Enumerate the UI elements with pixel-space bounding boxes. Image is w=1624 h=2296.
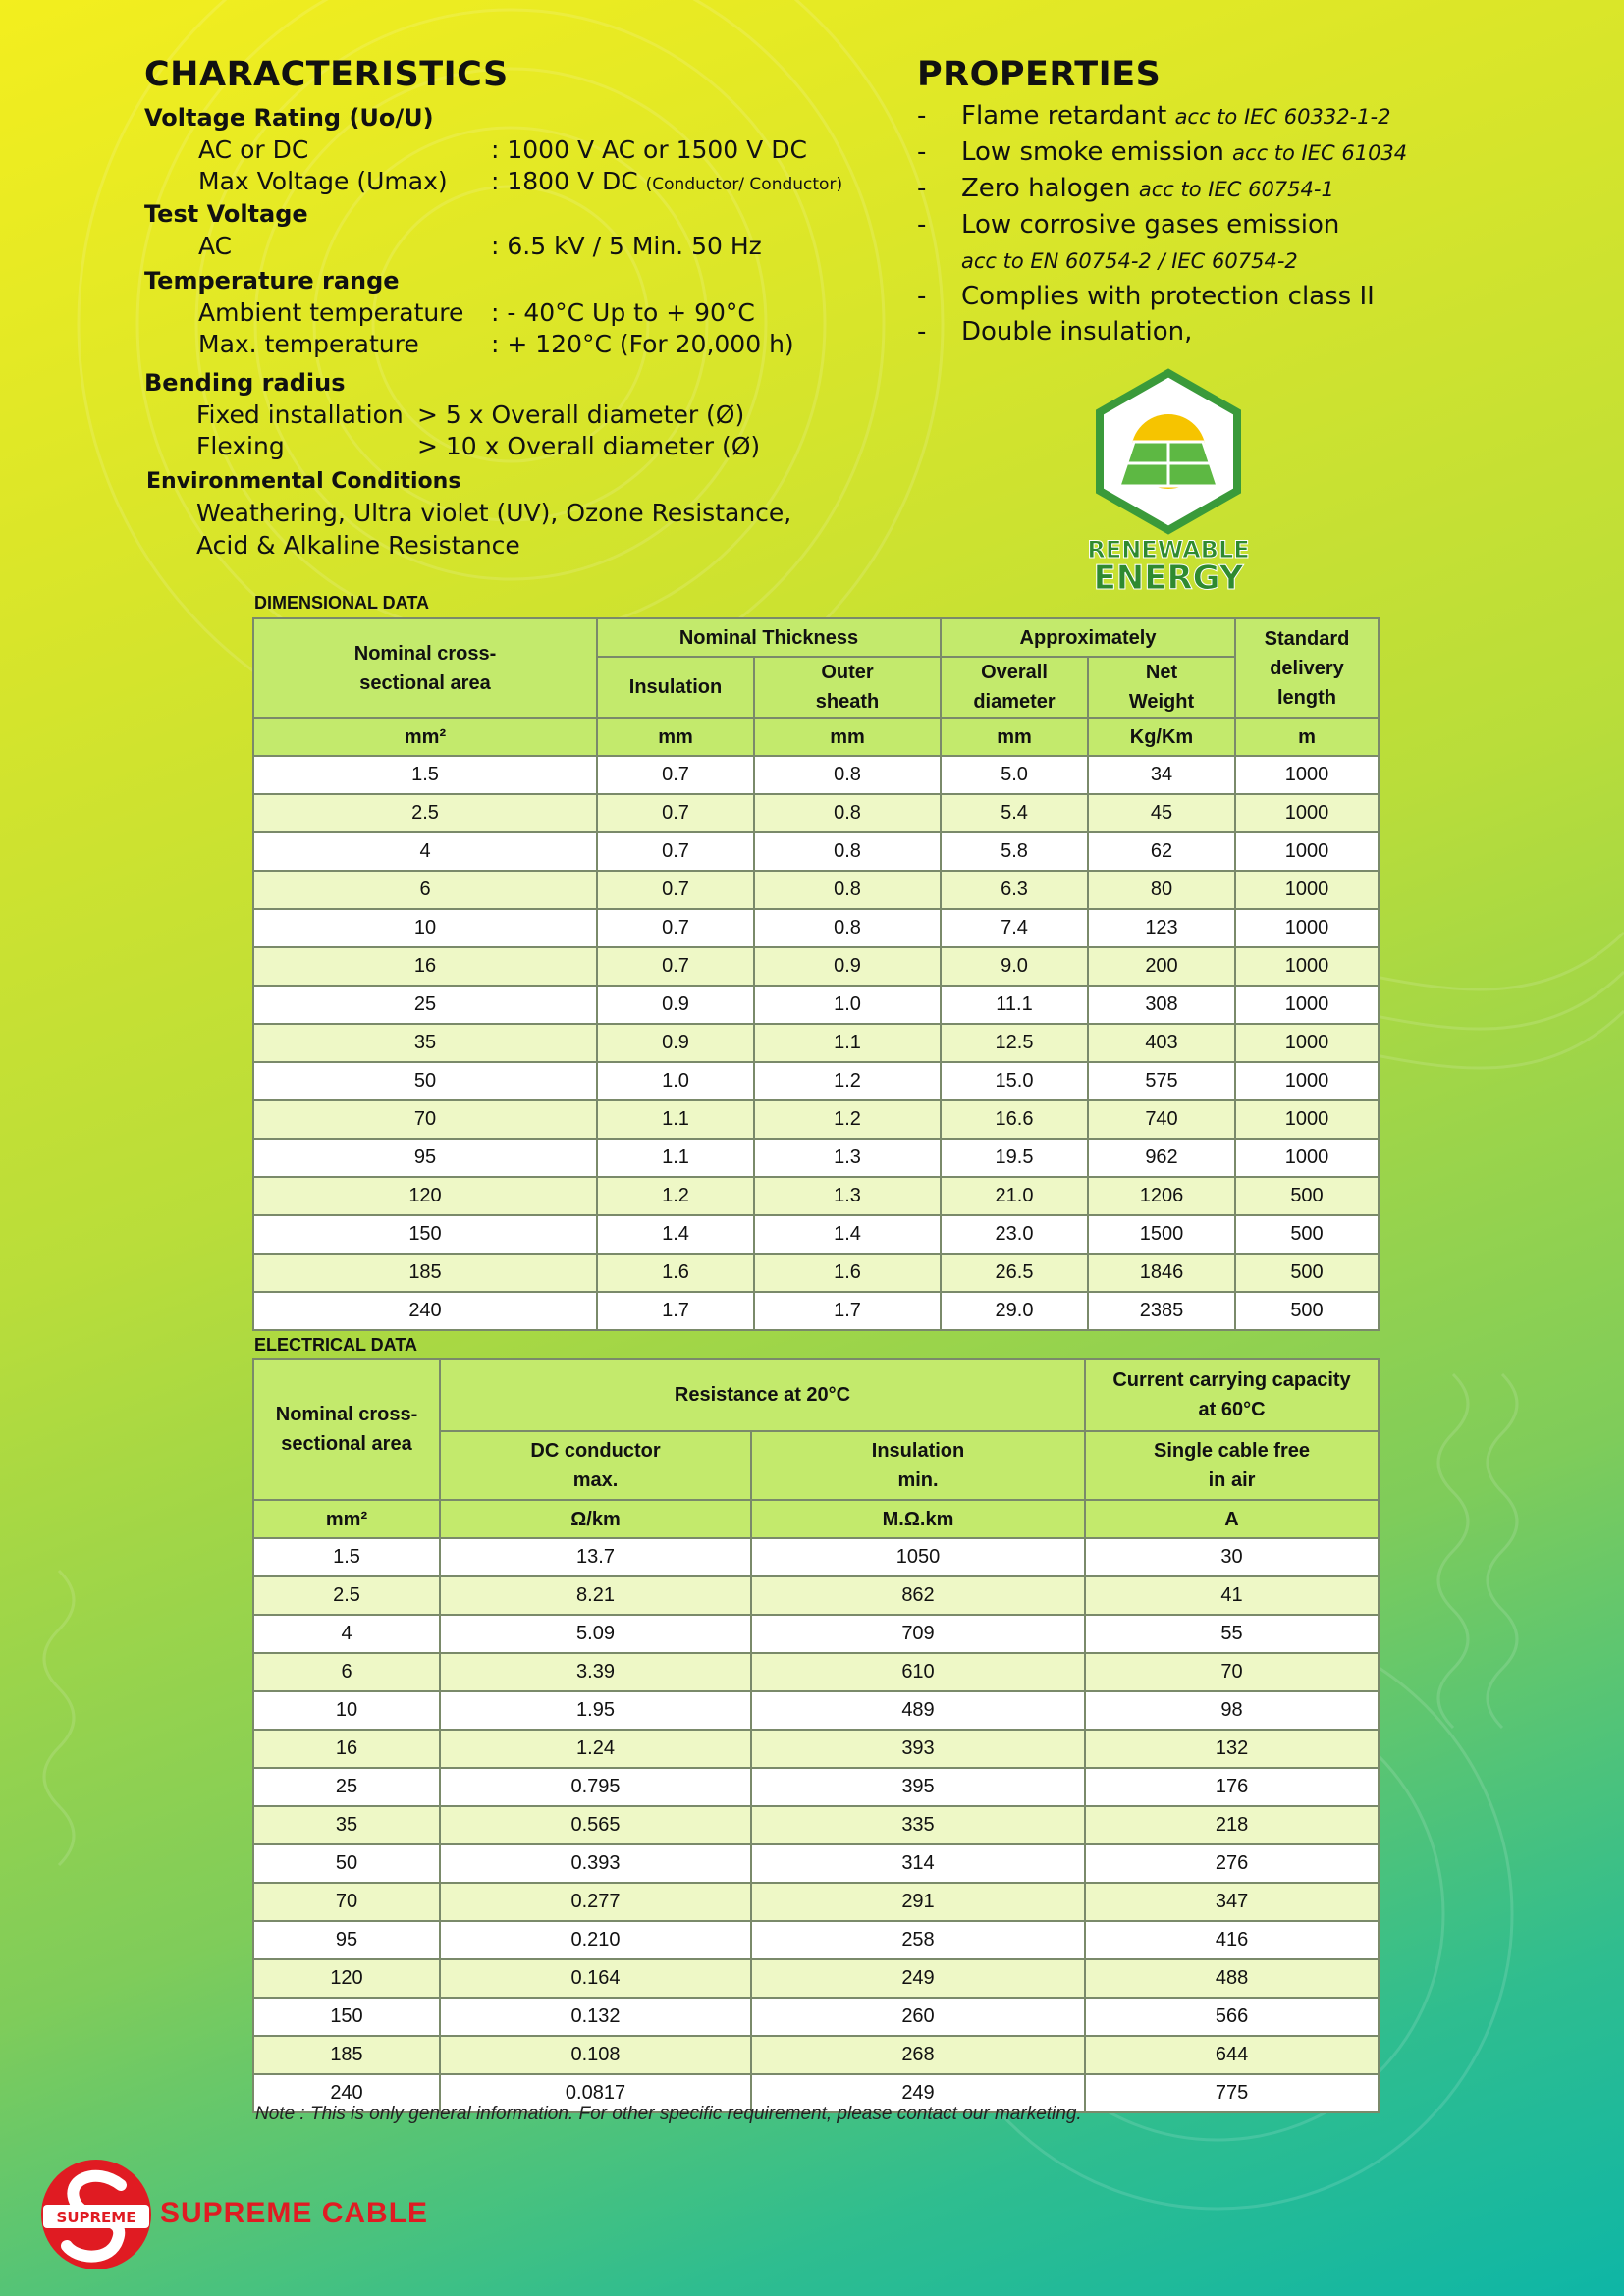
properties-title: PROPERTIES	[917, 55, 1162, 94]
electrical-row	[253, 1653, 1379, 1691]
table-cell: 0.393	[440, 1844, 751, 1883]
table-cell: 1000	[1235, 871, 1379, 909]
elec-header-single: Single cable free in air	[1085, 1431, 1379, 1500]
table-cell: 0.164	[440, 1959, 751, 1998]
electrical-row	[253, 2036, 1379, 2074]
table-cell: 98	[1085, 1691, 1379, 1730]
table-cell: 314	[751, 1844, 1085, 1883]
property-item: - Complies with protection class II	[917, 282, 1375, 311]
table-cell: 29.0	[941, 1292, 1088, 1330]
flexing-value: > 10 x Overall diameter (Ø)	[417, 432, 761, 460]
table-cell: 218	[1085, 1806, 1379, 1844]
elec-header-insulation: Insulation min.	[751, 1431, 1085, 1500]
table-cell: 185	[253, 1254, 597, 1292]
table-cell: 644	[1085, 2036, 1379, 2074]
table-cell: 12.5	[941, 1024, 1088, 1062]
table-cell: 150	[253, 1215, 597, 1254]
table-cell: 1.0	[754, 986, 941, 1024]
table-cell: 35	[253, 1024, 597, 1062]
dimensional-row	[253, 794, 1379, 832]
table-cell: 16	[253, 1730, 440, 1768]
badge-line-1: RENEWABLE	[1087, 536, 1250, 563]
table-cell: 0.795	[440, 1768, 751, 1806]
table-cell: 132	[1085, 1730, 1379, 1768]
table-cell: 50	[253, 1844, 440, 1883]
table-cell: 41	[1085, 1576, 1379, 1615]
table-cell: 0.8	[754, 794, 941, 832]
table-cell: 1.7	[597, 1292, 754, 1330]
electrical-row	[253, 1730, 1379, 1768]
table-cell: 45	[1088, 794, 1235, 832]
electrical-row	[253, 1576, 1379, 1615]
environmental-heading: Environmental Conditions	[146, 469, 461, 494]
ambient-temp-value: : - 40°C Up to + 90°C	[491, 298, 755, 327]
table-cell: 9.0	[941, 947, 1088, 986]
electrical-row	[253, 1615, 1379, 1653]
brand-name: SUPREME CABLE	[160, 2197, 429, 2229]
property-item: - Low smoke emission acc to IEC 61034	[917, 137, 1408, 167]
table-cell: 5.0	[941, 756, 1088, 794]
ambient-temp-label: Ambient temperature	[198, 298, 464, 327]
table-cell: 240	[253, 2074, 440, 2112]
renewable-energy-badge	[1080, 368, 1257, 594]
property-item: - Low corrosive gases emission	[917, 210, 1340, 240]
dim-header-approx: Approximately	[941, 618, 1235, 657]
dim-header-weight: Net Weight	[1088, 657, 1235, 718]
table-cell: 1.6	[597, 1254, 754, 1292]
table-cell: 1000	[1235, 1100, 1379, 1139]
elec-unit: A	[1085, 1500, 1379, 1538]
table-cell: 0.7	[597, 947, 754, 986]
max-voltage-value: : 1800 V DC	[491, 167, 638, 195]
table-cell: 95	[253, 1139, 597, 1177]
table-cell: 0.7	[597, 909, 754, 947]
table-cell: 5.8	[941, 832, 1088, 871]
table-cell: 291	[751, 1883, 1085, 1921]
logo-text: SUPREME	[56, 2209, 136, 2226]
table-cell: 1050	[751, 1538, 1085, 1576]
table-cell: 26.5	[941, 1254, 1088, 1292]
voltage-rating-heading: Voltage Rating (Uo/U)	[144, 104, 434, 132]
table-cell: 13.7	[440, 1538, 751, 1576]
property-item: - Zero halogen acc to IEC 60754-1	[917, 174, 1334, 203]
table-cell: 1.7	[754, 1292, 941, 1330]
elec-unit: Ω/km	[440, 1500, 751, 1538]
table-cell: 0.565	[440, 1806, 751, 1844]
table-cell: 1.1	[754, 1024, 941, 1062]
ac-dc-label: AC or DC	[198, 135, 309, 164]
dim-unit: mm²	[253, 718, 597, 756]
table-cell: 1.2	[754, 1062, 941, 1100]
table-cell: 25	[253, 986, 597, 1024]
table-cell: 575	[1088, 1062, 1235, 1100]
table-cell: 23.0	[941, 1215, 1088, 1254]
table-cell: 308	[1088, 986, 1235, 1024]
table-cell: 1000	[1235, 909, 1379, 947]
table-cell: 1.2	[597, 1177, 754, 1215]
electrical-row	[253, 1959, 1379, 1998]
environmental-line-2: Acid & Alkaline Resistance	[196, 531, 520, 560]
table-cell: 1000	[1235, 1024, 1379, 1062]
properties-list	[917, 98, 1407, 349]
elec-header-resistance: Resistance at 20°C	[440, 1359, 1085, 1431]
table-cell: 30	[1085, 1538, 1379, 1576]
electrical-row	[253, 1806, 1379, 1844]
table-cell: 35	[253, 1806, 440, 1844]
table-cell: 19.5	[941, 1139, 1088, 1177]
test-ac-label: AC	[198, 232, 233, 260]
table-cell: 0.8	[754, 832, 941, 871]
table-cell: 6	[253, 871, 597, 909]
max-temp-label: Max. temperature	[198, 330, 419, 358]
table-cell: 1.0	[597, 1062, 754, 1100]
electrical-row	[253, 1998, 1379, 2036]
table-cell: 240	[253, 1292, 597, 1330]
table-cell: 50	[253, 1062, 597, 1100]
property-item: - Flame retardant acc to IEC 60332-1-2	[917, 101, 1391, 131]
table-cell: 1000	[1235, 986, 1379, 1024]
dimensional-row	[253, 756, 1379, 794]
supreme-logo	[37, 2156, 155, 2273]
table-cell: 2.5	[253, 1576, 440, 1615]
table-cell: 55	[1085, 1615, 1379, 1653]
table-cell: 2385	[1088, 1292, 1235, 1330]
electrical-table	[252, 1358, 1380, 2113]
dimensional-row	[253, 1139, 1379, 1177]
table-cell: 258	[751, 1921, 1085, 1959]
table-cell: 16	[253, 947, 597, 986]
table-cell: 862	[751, 1576, 1085, 1615]
table-cell: 268	[751, 2036, 1085, 2074]
table-cell: 25	[253, 1768, 440, 1806]
table-cell: 0.277	[440, 1883, 751, 1921]
dimensional-row	[253, 986, 1379, 1024]
table-cell: 4	[253, 832, 597, 871]
property-item: - Double insulation,	[917, 317, 1193, 347]
electrical-row	[253, 1921, 1379, 1959]
table-cell: 500	[1235, 1254, 1379, 1292]
table-cell: 610	[751, 1653, 1085, 1691]
table-cell: 1.95	[440, 1691, 751, 1730]
table-cell: 10	[253, 909, 597, 947]
table-cell: 1.5	[253, 1538, 440, 1576]
dimensional-row	[253, 1254, 1379, 1292]
table-cell: 1.4	[597, 1215, 754, 1254]
dimensional-row	[253, 1100, 1379, 1139]
dimensional-table-body	[253, 756, 1379, 1330]
table-cell: 1000	[1235, 1062, 1379, 1100]
table-cell: 1.24	[440, 1730, 751, 1768]
dim-unit: m	[1235, 718, 1379, 756]
table-cell: 1.4	[754, 1215, 941, 1254]
property-item-ref: acc to EN 60754-2 / IEC 60754-2	[961, 249, 1298, 273]
table-cell: 34	[1088, 756, 1235, 794]
dim-header-thickness: Nominal Thickness	[597, 618, 941, 657]
elec-unit: mm²	[253, 1500, 440, 1538]
table-cell: 1.3	[754, 1139, 941, 1177]
table-cell: 16.6	[941, 1100, 1088, 1139]
table-cell: 123	[1088, 909, 1235, 947]
table-cell: 403	[1088, 1024, 1235, 1062]
table-cell: 1.2	[754, 1100, 941, 1139]
table-cell: 276	[1085, 1844, 1379, 1883]
electrical-label: ELECTRICAL DATA	[254, 1335, 417, 1355]
table-cell: 249	[751, 1959, 1085, 1998]
table-cell: 709	[751, 1615, 1085, 1653]
elec-unit: M.Ω.km	[751, 1500, 1085, 1538]
table-cell: 740	[1088, 1100, 1235, 1139]
table-cell: 393	[751, 1730, 1085, 1768]
table-cell: 1.1	[597, 1100, 754, 1139]
table-cell: 488	[1085, 1959, 1379, 1998]
electrical-row	[253, 1768, 1379, 1806]
max-voltage-note: (Conductor/ Conductor)	[645, 175, 843, 194]
max-voltage-label: Max Voltage (Umax)	[198, 167, 448, 195]
environmental-line-1: Weathering, Ultra violet (UV), Ozone Resistance,	[196, 499, 792, 527]
table-cell: 8.21	[440, 1576, 751, 1615]
table-cell: 500	[1235, 1215, 1379, 1254]
footnote: Note : This is only general information. For other specific requirement, please contact our marketing.	[255, 2104, 1082, 2124]
table-cell: 1.6	[754, 1254, 941, 1292]
table-cell: 0.7	[597, 871, 754, 909]
table-cell: 962	[1088, 1139, 1235, 1177]
electrical-row	[253, 1844, 1379, 1883]
elec-header-current: Current carrying capacity at 60°C	[1085, 1359, 1379, 1431]
elec-header-dc: DC conductor max.	[440, 1431, 751, 1500]
table-cell: 566	[1085, 1998, 1379, 2036]
dimensional-row	[253, 832, 1379, 871]
table-cell: 0.7	[597, 794, 754, 832]
table-cell: 775	[1085, 2074, 1379, 2112]
table-cell: 2.5	[253, 794, 597, 832]
ac-dc-value: : 1000 V AC or 1500 V DC	[491, 135, 807, 164]
table-cell: 395	[751, 1768, 1085, 1806]
table-cell: 0.9	[597, 1024, 754, 1062]
table-cell: 0.8	[754, 756, 941, 794]
table-cell: 1206	[1088, 1177, 1235, 1215]
table-cell: 0.8	[754, 871, 941, 909]
table-cell: 260	[751, 1998, 1085, 2036]
table-cell: 1.3	[754, 1177, 941, 1215]
dimensional-row	[253, 909, 1379, 947]
table-cell: 489	[751, 1691, 1085, 1730]
table-cell: 95	[253, 1921, 440, 1959]
dim-header-delivery: Standard delivery length	[1235, 618, 1379, 718]
table-cell: 335	[751, 1806, 1085, 1844]
table-cell: 120	[253, 1959, 440, 1998]
table-cell: 200	[1088, 947, 1235, 986]
table-cell: 1000	[1235, 1139, 1379, 1177]
table-cell: 7.4	[941, 909, 1088, 947]
dim-header-outer: Outer sheath	[754, 657, 941, 718]
electrical-row	[253, 1883, 1379, 1921]
table-cell: 0.7	[597, 756, 754, 794]
temperature-heading: Temperature range	[144, 267, 400, 294]
dim-unit: Kg/Km	[1088, 718, 1235, 756]
table-cell: 1500	[1088, 1215, 1235, 1254]
electrical-row	[253, 1538, 1379, 1576]
bending-heading: Bending radius	[144, 369, 346, 397]
dimensional-row	[253, 1062, 1379, 1100]
table-cell: 70	[1085, 1653, 1379, 1691]
table-cell: 5.4	[941, 794, 1088, 832]
table-cell: 11.1	[941, 986, 1088, 1024]
table-cell: 1000	[1235, 794, 1379, 832]
elec-header-area: Nominal cross-sectional area	[253, 1359, 440, 1500]
fixed-install-label: Fixed installation	[196, 400, 404, 429]
table-cell: 416	[1085, 1921, 1379, 1959]
dim-header-diameter: Overall diameter	[941, 657, 1088, 718]
dimensional-row	[253, 1024, 1379, 1062]
dimensional-label: DIMENSIONAL DATA	[254, 593, 429, 613]
table-cell: 1000	[1235, 832, 1379, 871]
table-cell: 0.132	[440, 1998, 751, 2036]
electrical-row	[253, 1691, 1379, 1730]
table-cell: 21.0	[941, 1177, 1088, 1215]
dim-unit: mm	[754, 718, 941, 756]
dimensional-row	[253, 1292, 1379, 1330]
table-cell: 1.5	[253, 756, 597, 794]
dim-unit: mm	[941, 718, 1088, 756]
test-voltage-heading: Test Voltage	[144, 200, 308, 228]
table-cell: 4	[253, 1615, 440, 1653]
table-cell: 1000	[1235, 756, 1379, 794]
table-cell: 0.8	[754, 909, 941, 947]
flexing-label: Flexing	[196, 432, 285, 460]
table-cell: 10	[253, 1691, 440, 1730]
table-cell: 0.108	[440, 2036, 751, 2074]
dim-unit: mm	[597, 718, 754, 756]
test-ac-value: : 6.5 kV / 5 Min. 50 Hz	[491, 232, 762, 260]
table-cell: 500	[1235, 1292, 1379, 1330]
max-temp-value: : + 120°C (For 20,000 h)	[491, 330, 794, 358]
table-cell: 70	[253, 1883, 440, 1921]
table-cell: 347	[1085, 1883, 1379, 1921]
table-cell: 1846	[1088, 1254, 1235, 1292]
table-cell: 185	[253, 2036, 440, 2074]
dimensional-row	[253, 1177, 1379, 1215]
table-cell: 176	[1085, 1768, 1379, 1806]
characteristics-title: CHARACTERISTICS	[144, 55, 509, 94]
table-cell: 1000	[1235, 947, 1379, 986]
table-cell: 70	[253, 1100, 597, 1139]
table-cell: 62	[1088, 832, 1235, 871]
table-cell: 150	[253, 1998, 440, 2036]
dim-header-area: Nominal cross-sectional area	[253, 618, 597, 718]
dimensional-table	[252, 617, 1380, 1331]
electrical-table-body	[253, 1538, 1379, 2112]
dimensional-row	[253, 1215, 1379, 1254]
table-cell: 0.0817	[440, 2074, 751, 2112]
dimensional-row	[253, 871, 1379, 909]
table-cell: 3.39	[440, 1653, 751, 1691]
table-cell: 249	[751, 2074, 1085, 2112]
table-cell: 15.0	[941, 1062, 1088, 1100]
table-cell: 1.1	[597, 1139, 754, 1177]
dimensional-row	[253, 947, 1379, 986]
table-cell: 6	[253, 1653, 440, 1691]
table-cell: 5.09	[440, 1615, 751, 1653]
fixed-install-value: > 5 x Overall diameter (Ø)	[417, 400, 745, 429]
table-cell: 500	[1235, 1177, 1379, 1215]
table-cell: 0.7	[597, 832, 754, 871]
dim-header-insulation: Insulation	[597, 657, 754, 718]
table-cell: 120	[253, 1177, 597, 1215]
table-cell: 80	[1088, 871, 1235, 909]
badge-line-2: ENERGY	[1093, 559, 1244, 594]
table-cell: 0.9	[597, 986, 754, 1024]
table-cell: 0.210	[440, 1921, 751, 1959]
table-cell: 0.9	[754, 947, 941, 986]
table-cell: 6.3	[941, 871, 1088, 909]
